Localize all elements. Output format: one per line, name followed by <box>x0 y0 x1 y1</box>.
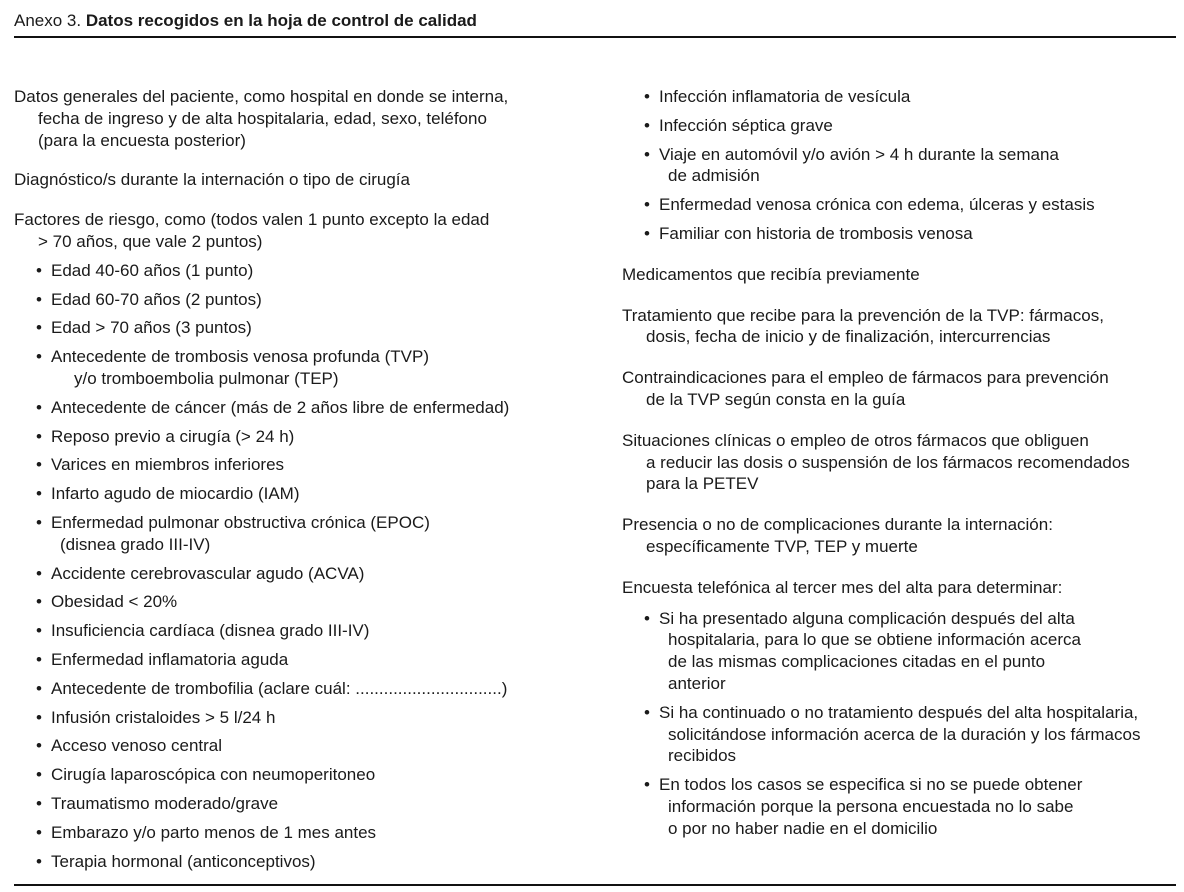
survey-item-list <box>622 608 1178 840</box>
list-item: • Edad 60-70 años (2 puntos) <box>14 289 604 311</box>
list-item: • Infusión cristaloides > 5 l/24 h <box>14 707 604 729</box>
list-item: • Antecedente de trombofilia (aclare cuál: ...............................) <box>14 678 604 700</box>
list-item: • Edad 40-60 años (1 punto) <box>14 260 604 282</box>
list-item: • Familiar con historia de trombosis venosa <box>622 223 1178 245</box>
list-item: • Enfermedad venosa crónica con edema, úlceras y estasis <box>622 194 1178 216</box>
complications-paragraph: Presencia o no de complicaciones durante la internación: específicamente TVP, TEP y muerte <box>622 515 1053 556</box>
list-item: • Insuficiencia cardíaca (disnea grado III-IV) <box>14 620 604 642</box>
top-rule <box>14 36 1176 38</box>
list-item: • Enfermedad pulmonar obstructiva crónica (EPOC) (disnea grado III-IV) <box>14 512 604 556</box>
annex-header <box>14 10 1176 32</box>
list-item: • Viaje en automóvil y/o avión > 4 h durante la semana de admisión <box>622 144 1178 188</box>
risk-factor-list-continued <box>622 86 1178 245</box>
risk-factors-intro: Factores de riesgo, como (todos valen 1 punto excepto la edad > 70 años, que vale 2 puntos) <box>14 210 490 251</box>
list-item: • Traumatismo moderado/grave <box>14 793 604 815</box>
list-item: • Antecedente de cáncer (más de 2 años libre de enfermedad) <box>14 397 604 419</box>
list-item: • Obesidad < 20% <box>14 591 604 613</box>
risk-factor-list <box>14 260 604 873</box>
bottom-rule <box>14 884 1176 886</box>
left-column <box>14 86 604 872</box>
contraindications-paragraph: Contraindicaciones para el empleo de fármacos para prevención de la TVP según consta en la guía <box>622 368 1109 409</box>
list-item: • Accidente cerebrovascular agudo (ACVA) <box>14 563 604 585</box>
list-item: • Terapia hormonal (anticonceptivos) <box>14 851 604 873</box>
list-item: • En todos los casos se especifica si no se puede obtener información porque la persona encuestada no lo sabe o por no haber nadie en el domicilio <box>622 774 1178 839</box>
list-item: • Si ha presentado alguna complicación después del alta hospitalaria, para lo que se obtiene información acerca de las mismas complicaciones citadas en el punto anterior <box>622 608 1178 695</box>
previous-medication-paragraph: Medicamentos que recibía previamente <box>622 264 920 284</box>
list-item: • Infarto agudo de miocardio (IAM) <box>14 483 604 505</box>
list-item: • Si ha continuado o no tratamiento después del alta hospitalaria, solicitándose información acerca de la duración y los fármacos recibidos <box>622 702 1178 767</box>
list-item: • Acceso venoso central <box>14 735 604 757</box>
right-column <box>622 86 1178 840</box>
annex-label: Anexo 3. <box>14 11 86 30</box>
diagnosis-paragraph: Diagnóstico/s durante la internación o tipo de cirugía <box>14 170 410 190</box>
list-item: • Cirugía laparoscópica con neumoperitoneo <box>14 764 604 786</box>
annex-title: Datos recogidos en la hoja de control de calidad <box>85 11 477 30</box>
phone-survey-paragraph: Encuesta telefónica al tercer mes del alta para determinar: <box>622 577 1063 597</box>
list-item: • Reposo previo a cirugía (> 24 h) <box>14 426 604 448</box>
prevention-treatment-paragraph: Tratamiento que recibe para la prevención de la TVP: fármacos, dosis, fecha de inicio y de finalización, intercurrencias <box>622 305 1104 347</box>
list-item: • Edad > 70 años (3 puntos) <box>14 317 604 339</box>
clinical-situations-paragraph: Situaciones clínicas o empleo de otros fármacos que obliguen a reducir las dosis o suspensión de los fármacos recomendados para la PETEV <box>622 430 1130 494</box>
list-item: • Enfermedad inflamatoria aguda <box>14 649 604 671</box>
list-item: • Embarazo y/o parto menos de 1 mes antes <box>14 822 604 844</box>
list-item: • Varices en miembros inferiores <box>14 454 604 476</box>
list-item: • Antecedente de trombosis venosa profunda (TVP) y/o tromboembolia pulmonar (TEP) <box>14 346 604 390</box>
list-item: • Infección séptica grave <box>622 115 1178 137</box>
patient-general-data-paragraph: Datos generales del paciente, como hospital en donde se interna, fecha de ingreso y de alta hospitalaria, edad, sexo, teléfono (para la encuesta posterior) <box>14 87 509 150</box>
list-item: • Infección inflamatoria de vesícula <box>622 86 1178 108</box>
